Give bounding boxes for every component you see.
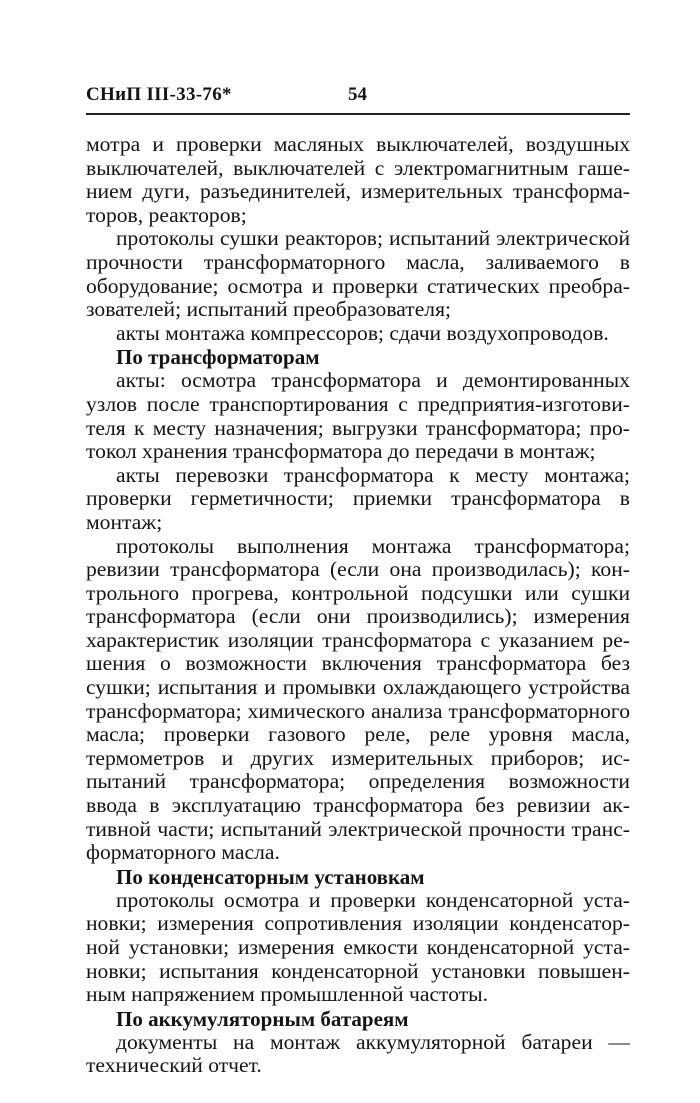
- paragraph-compressor-acts: акты монтажа компрессоров; сдачи воздухопроводов.: [116, 320, 609, 345]
- paragraph-transformer-protocols: протоколы выполнения монтажа трансформатора; ревизии трансформатора (если она производилась); контрольного прогрева, контрольной подсушки или сушки трансформатора (если они производились); измерения характеристик изоляции трансформатора с указанием решения о возможности включения трансформатора без сушки; испытания и промывки охлаждающего устройства трансформатора; химического анализа трансформаторного масла; проверки газового реле, реле уровня масла, термометров и других измерительных приборов; испытаний трансформатора; определения возможности ввода в эксплуатацию трансформатора без ревизии активной части; испытаний электрической прочности трансформаторного масла.: [86, 533, 630, 865]
- document-code: СНиП III-33-76*: [86, 84, 232, 105]
- page-number: 54: [348, 84, 367, 105]
- section-heading-transformers: По трансформаторам: [116, 345, 320, 370]
- header-rule: [86, 113, 630, 115]
- paragraph-capacitor-protocols: протоколы осмотра и проверки конденсаторной установки; измерения сопротивления изоляции конденсаторной установки; измерения емкости конденсаторной установки; испытания конденсаторной установки повышенным напряжением промышленной частоты.: [86, 887, 630, 1007]
- running-header: [86, 78, 630, 108]
- paragraph-transformer-transport-acts: акты перевозки трансформатора к месту монтажа; проверки герметичности; приемки трансформатора в монтаж;: [86, 462, 630, 534]
- paragraph-transformer-inspection-acts: акты: осмотра трансформатора и демонтированных узлов после транспортирования с предприятия-изготовителя к месту назначения; выгрузки трансформатора; протокол хранения трансформатора до передачи в монтаж;: [86, 368, 630, 464]
- paragraph-reactor-drying-protocols: протоколы сушки реакторов; испытаний электрической прочности трансформаторного масла, заливаемого в оборудование; осмотра и проверки статических преобразователей; испытаний преобразователя;: [86, 226, 630, 322]
- paragraph-battery-documents: документы на монтаж аккумуляторной батареи — технический отчет.: [86, 1029, 630, 1078]
- section-heading-batteries: По аккумуляторным батареям: [116, 1006, 409, 1031]
- continued-paragraph: мотра и проверки масляных выключателей, воздушных выключателей, выключателей с электромагнитным гашением дуги, разъединителей, измерительных трансформаторов, реакторов;: [86, 132, 630, 227]
- body-text: [86, 133, 630, 1078]
- section-heading-capacitor-installations: По конденсаторным установкам: [116, 864, 425, 889]
- document-page: [86, 78, 630, 1078]
